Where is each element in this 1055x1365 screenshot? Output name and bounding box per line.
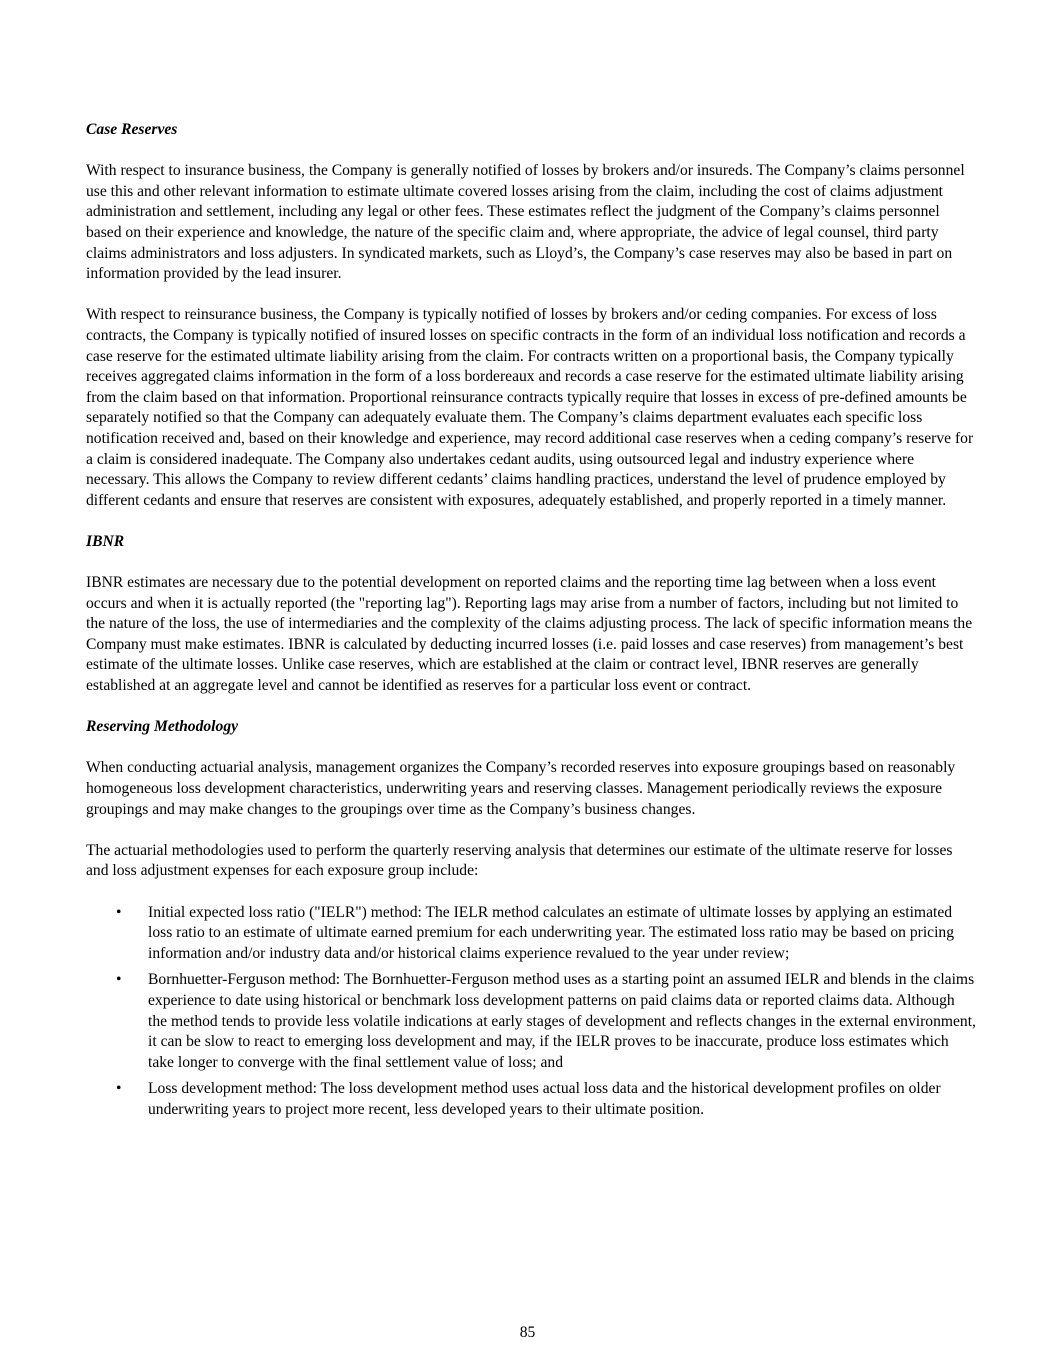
bullet-glyph: • xyxy=(116,903,122,921)
list-item-loss-development-method xyxy=(86,1079,976,1120)
heading-case-reserves: Case Reserves xyxy=(86,121,178,138)
case-reserves-paragraph-insurance: With respect to insurance business, the Company is generally notified of losses by brokers and/or insureds. The Company’s claims personnel use this and other relevant information to estimate ultimate covered losses arising from the claim, including the cost of claims adjustment administration and settlement, including any legal or other fees. These estimates reflect the judgment of the Company’s claims personnel based on their experience and knowledge, the nature of the specific claim and, where appropriate, the advice of legal counsel, third party claims administrators and loss adjusters. In syndicated markets, such as Lloyd’s, the Company’s case reserves may also be based in part on information provided by the lead insurer. xyxy=(86,162,965,283)
list-item-text: Initial expected loss ratio ("IELR") method: The IELR method calculates an estimate of ultimate losses by applying an estimated loss ratio to an estimate of ultimate earned premium for each underwriting year. The estimated loss ratio may be based on pricing information and/or industry data and/or historical claims experience revalued to the year under review; xyxy=(148,903,955,962)
list-item-text: Loss development method: The loss development method uses actual loss data and the historical development profiles on older underwriting years to project more recent, less developed years to their ultimate position. xyxy=(148,1080,941,1118)
ibnr-paragraph: IBNR estimates are necessary due to the potential development on reported claims and the reporting time lag between when a loss event occurs and when it is actually reported (the "reporting lag"). Reporting lags may arise from a number of factors, including but not limited to the nature of the loss, the use of intermediaries and the complexity of the claims adjusting process. The lack of specific information means the Company must make estimates. IBNR is calculated by deducting incurred losses (i.e. paid losses and case reserves) from management’s best estimate of the ultimate losses. Unlike case reserves, which are established at the claim or contract level, IBNR reserves are generally established at an aggregate level and cannot be identified as reserves for a particular loss event or contract. xyxy=(86,574,973,695)
list-item-bornhuetter-ferguson-method xyxy=(86,970,976,1073)
document-page xyxy=(86,120,976,1127)
list-item-text: Bornhuetter-Ferguson method: The Bornhuetter-Ferguson method uses as a starting point an assumed IELR and blends in the claims experience to date using historical or benchmark loss development patterns on paid claims data or reported claims data. Although the method tends to provide less volatile indications at early stages of development and reflects changes in the external environment, it can be slow to react to emerging loss development and may, if the IELR proves to be inaccurate, produce loss estimates which take longer to converge with the final settlement value of loss; and xyxy=(148,971,976,1071)
page-number: 85 xyxy=(519,1324,536,1341)
heading-reserving-methodology: Reserving Methodology xyxy=(86,718,239,736)
case-reserves-paragraph-reinsurance: With respect to reinsurance business, the Company is typically notified of losses by brokers and/or ceding companies. For excess of loss contracts, the Company is typically notified of insured losses on specific contracts in the form of an individual loss notification and records a case reserve for the estimated ultimate liability arising from the claim. For contracts written on a proportional basis, the Company typically receives aggregated claims information in the form of a loss bordereaux and records a case reserve for the estimated ultimate liability arising from the claim based on that information. Proportional reinsurance contracts typically require that losses in excess of pre-defined amounts be separately notified so that the Company can adequately evaluate them. The Company’s claims department evaluates each specific loss notification received and, based on their knowledge and experience, may record additional case reserves when a ceding company’s reserve for a claim is considered inadequate. The Company also undertakes cedant audits, using outsourced legal and industry experience where necessary. This allows the Company to review different cedants’ claims handling practices, understand the level of prudence employed by different cedants and ensure that reserves are consistent with exposures, adequately established, and properly reported in a timely manner. xyxy=(86,306,974,509)
methodology-bullet-list xyxy=(86,903,976,1121)
reserving-methodology-paragraph-methods-intro: The actuarial methodologies used to perform the quarterly reserving analysis that determines our estimate of the ultimate reserve for losses and loss adjustment expenses for each exposure group include: xyxy=(86,841,953,880)
heading-ibnr: IBNR xyxy=(86,532,125,550)
bullet-glyph: • xyxy=(116,1080,122,1098)
bullet-glyph: • xyxy=(116,971,122,989)
list-item-ielr-method xyxy=(86,903,976,965)
reserving-methodology-paragraph-groupings: When conducting actuarial analysis, management organizes the Company’s recorded reserves into exposure groupings based on reasonably homogeneous loss development characteristics, underwriting years and reserving classes. Management periodically reviews the exposure groupings and may make changes to the groupings over time as the Company’s business changes. xyxy=(86,759,956,818)
